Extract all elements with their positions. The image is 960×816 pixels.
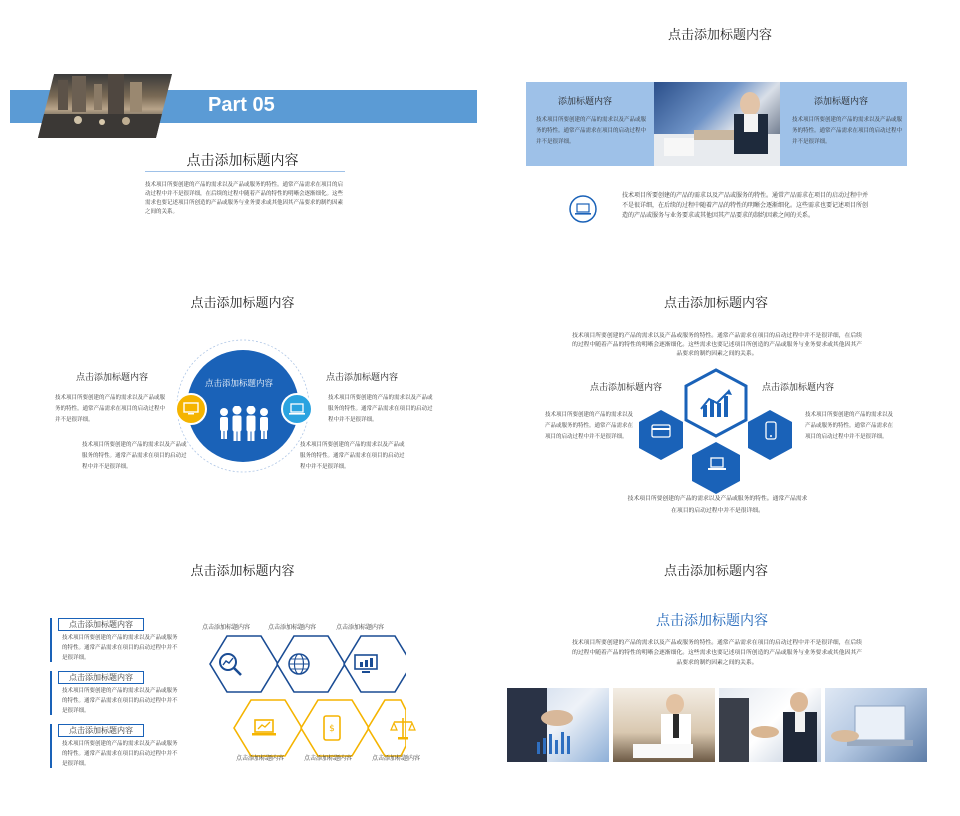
slide1-title: 点击添加标题内容: [186, 153, 299, 169]
scale-icon: [389, 714, 417, 742]
slide-image-panels: [480, 0, 960, 272]
list-item: [50, 671, 180, 715]
meeting-photo-shapes: [654, 82, 780, 166]
hex-label-top: 点击添加标题内容: [336, 624, 385, 631]
slide4-title: 点击添加标题内容: [663, 296, 768, 311]
city-photo-shapes: [38, 74, 172, 138]
laptop-icon: [280, 392, 314, 426]
slide-photo-strip: [480, 544, 960, 816]
slide6-subtitle: 点击添加标题内容: [656, 613, 768, 629]
left-text: 技术项目所要创建的产品的需求以及产品或服务的特性。通常产品需求在项目的启动过程中并不是很详细。: [545, 412, 634, 440]
city-photo: [38, 74, 172, 138]
slide-part-05: [0, 0, 480, 272]
right-heading: 点击添加标题内容: [326, 373, 399, 383]
title-underline: [145, 171, 345, 172]
left-text-1: 技术项目所要创建的产品的需求以及产品或服务的特性。通常产品需求在项目的启动过程中并不是很详细。: [55, 395, 166, 423]
list-item-heading: 点击添加标题内容: [58, 671, 144, 684]
slide6-title: 点击添加标题内容: [663, 564, 768, 579]
slide4-bottom-text: 技术项目所要创建的产品的需求以及产品或服务的特性。通常产品需求在项目的启动过程中并不是很详细。: [627, 496, 808, 514]
handshake-chart-photo: [507, 688, 609, 762]
right-heading: 点击添加标题内容: [762, 383, 835, 393]
slide2-title: 点击添加标题内容: [667, 28, 772, 43]
slide-hexagon-cluster: [480, 272, 960, 544]
people-icon: [214, 406, 274, 442]
photo-shapes: [825, 688, 927, 762]
right-panel-heading: 添加标题内容: [814, 97, 869, 107]
photo-shapes: [613, 688, 715, 762]
slide4-top-text: 技术项目所要创建的产品的需求以及产品或服务的特性。通常产品需求在项目的启动过程中并不是很详细，在后续的过程中随着产品的特性的明晰会逐渐细化。这些需求也要记述项目所创造的产品或服务与业务要求或其他因其产品要求的制约因素之间的关系。: [572, 333, 862, 357]
list-item-heading: 点击添加标题内容: [58, 724, 144, 737]
laptop-icon: [706, 454, 728, 474]
left-text-2: 技术项目所要创建的产品的需求以及产品或服务的特性。通常产品需求在项目的启动过程中并不是很详细。: [82, 442, 187, 470]
right-text-1: 技术项目所要创建的产品的需求以及产品或服务的特性。通常产品需求在项目的启动过程中并不是很详细。: [328, 395, 433, 423]
meeting-photo: [654, 82, 780, 166]
desk-writing-photo: [613, 688, 715, 762]
hex-label-bottom: 点击添加标题内容: [236, 755, 285, 762]
left-heading: 点击添加标题内容: [590, 383, 663, 393]
list-item: [50, 724, 180, 768]
svg-text:$: $: [329, 724, 335, 734]
chart-growth-icon: [697, 387, 737, 421]
credit-card-icon: [650, 422, 674, 440]
left-panel-text: 技术项目所要创建的产品的需求以及产品或服务的特性。通常产品需求在项目的启动过程中并不是很详细。: [536, 117, 647, 145]
center-circle-label: 点击添加标题内容: [205, 379, 274, 389]
hex-label-top: 点击添加标题内容: [268, 624, 317, 631]
monitor-icon: [174, 392, 208, 426]
slide-circle-team: [0, 272, 480, 544]
right-panel-text: 技术项目所要创建的产品的需求以及产品或服务的特性。通常产品需求在项目的启动过程中并不是很详细。: [792, 117, 903, 145]
laptop-icon: [567, 193, 599, 225]
list-item-heading: 点击添加标题内容: [58, 618, 144, 631]
list-item: [50, 618, 180, 662]
slide5-title: 点击添加标题内容: [190, 564, 295, 579]
right-text-2: 技术项目所要创建的产品的需求以及产品或服务的特性。通常产品需求在项目的启动过程中并不是很详细。: [300, 442, 405, 470]
left-panel-heading: 添加标题内容: [558, 97, 613, 107]
list-item-text: 技术项目所要创建的产品的需求以及产品或服务的特性。通常产品需求在项目的启动过程中并不是很详细。: [62, 688, 178, 714]
hex-label-bottom: 点击添加标题内容: [372, 755, 421, 762]
business-handshake-photo: [719, 688, 821, 762]
globe-icon: [286, 651, 312, 677]
list-item-text: 技术项目所要创建的产品的需求以及产品或服务的特性。通常产品需求在项目的启动过程中并不是很详细。: [62, 741, 178, 767]
money-phone-icon: [320, 714, 344, 742]
search-chart-icon: [217, 651, 243, 677]
slide3-title: 点击添加标题内容: [190, 296, 295, 311]
slide2-bottom-text: 技术项目所要创建的产品的需求以及产品或服务的特性。通常产品需求在项目的启动过程中并不是很详细，在后续的过程中随着产品的特性的明晰会逐渐细化。这些需求也要记述项目所创造的产品或服务与业务要求或其他因其产品要求的制约因素之间的关系。: [622, 192, 869, 219]
hex-label-bottom: 点击添加标题内容: [304, 755, 353, 762]
presentation-icon: [352, 652, 380, 676]
phone-icon: [761, 420, 781, 442]
slide6-text: 技术项目所要创建的产品的需求以及产品或服务的特性。通常产品需求在项目的启动过程中并不是很详细，在后续的过程中随着产品的特性的明晰会逐渐细化。这些需求也要记述项目所创造的产品或服务与业务要求或其他因其产品要求的制约因素之间的关系。: [572, 640, 862, 666]
photo-shapes: [507, 688, 609, 762]
list-item-text: 技术项目所要创建的产品的需求以及产品或服务的特性。通常产品需求在项目的启动过程中并不是很详细。: [62, 635, 178, 661]
left-heading: 点击添加标题内容: [76, 373, 149, 383]
hex-label-top: 点击添加标题内容: [202, 624, 251, 631]
slide-hexagon-list: [0, 544, 480, 816]
photo-shapes: [719, 688, 821, 762]
laptop-chart-icon: [250, 716, 278, 742]
slide1-text: 技术项目所要创建的产品的需求以及产品或服务的特性。通常产品需求在项目的启动过程中并不是很详细，在后续的过程中随着产品的特性的明晰会逐渐细化。这些需求也要记述项目所创造的产品或服务与业务要求或其他因其产品要求的制约因素之间的关系。: [145, 182, 344, 215]
right-text: 技术项目所要创建的产品的需求以及产品或服务的特性。通常产品需求在项目的启动过程中并不是很详细。: [805, 412, 894, 440]
part-label: Part 05: [208, 94, 275, 116]
laptop-work-photo: [825, 688, 927, 762]
